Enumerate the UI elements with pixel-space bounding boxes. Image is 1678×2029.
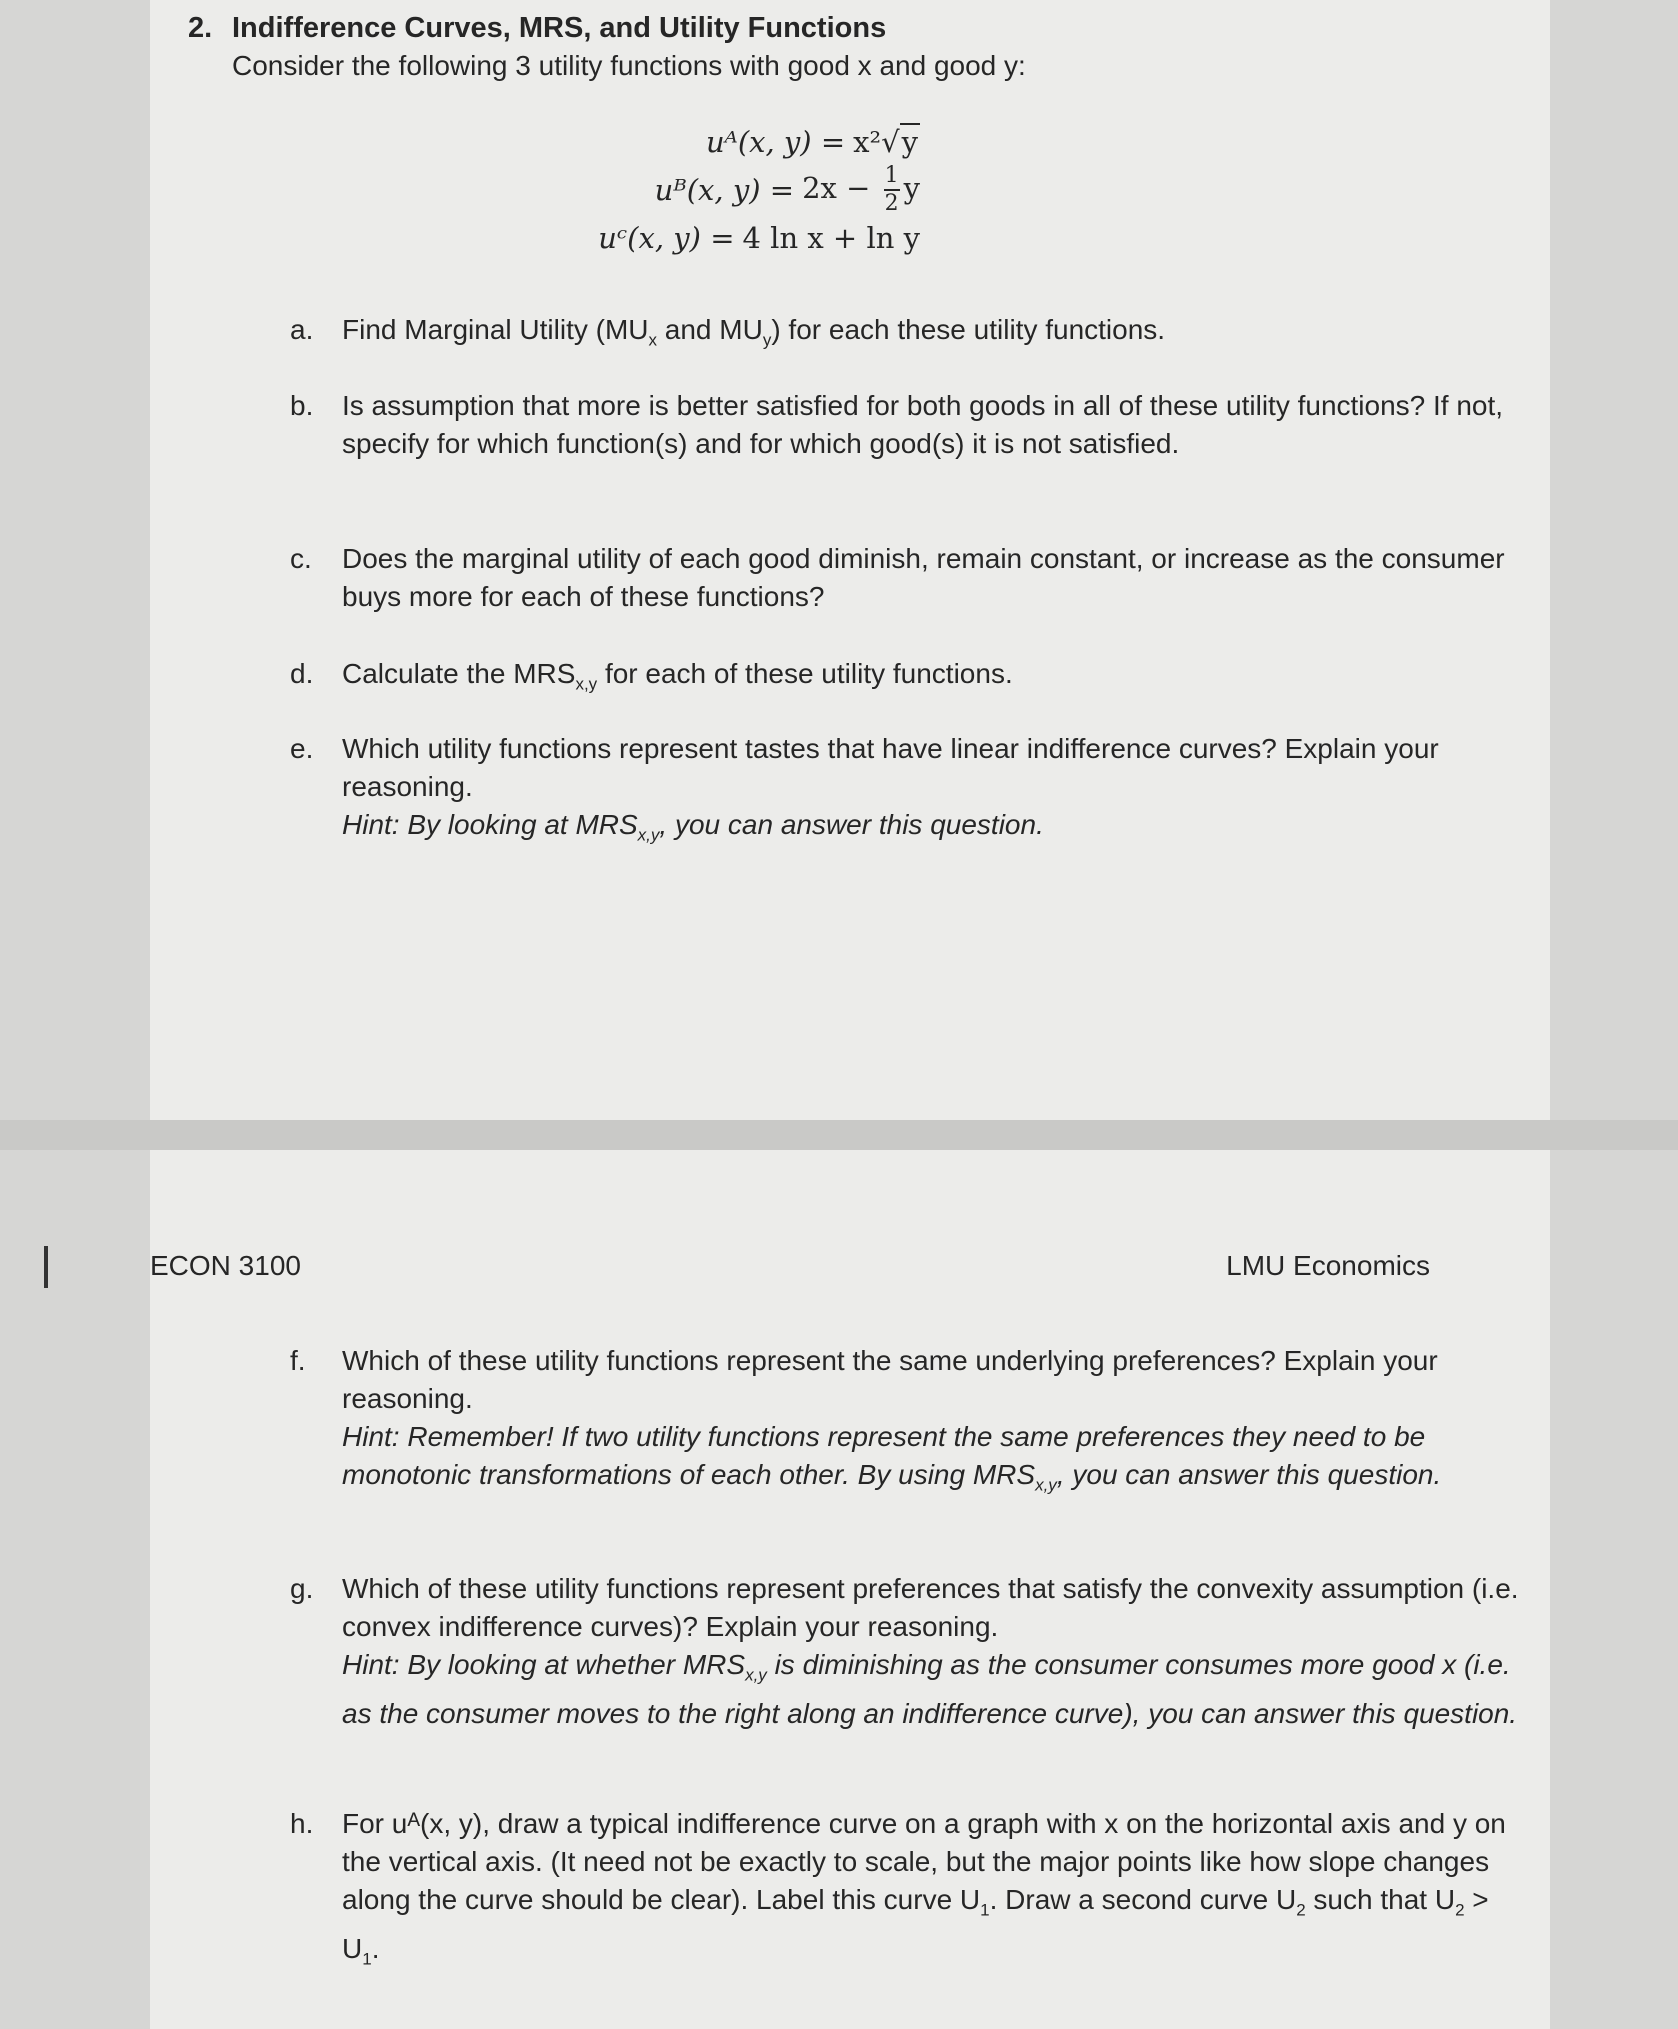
equation-a-rhs-prefix: x² [853, 125, 882, 159]
equation-c-rhs: 4 ln x + ln y [742, 221, 920, 255]
question-intro: Consider the following 3 utility functions with good x and good y: [232, 50, 1026, 81]
part-h-text: For uᴬ(x, y), draw a typical indifference curve on a graph with x on the horizontal axis and y on the vertical axis. (It need not be exactly to scale, but the major points like how slope changes along the curve should be clear). Label this curve $U_1$. Draw a second curve $U_2$ such that $U_2 > U_1$. [342, 1808, 1506, 1969]
part-b-label: b. [290, 390, 314, 421]
part-f-hint: Hint: Remember! If two utility functions represent the same preferences they need to be monotonic transformations of each other. By using $MRS_{x,y}$, you can answer this question. [342, 1421, 1442, 1495]
part-g-hint: Hint: By looking at whether $MRS_{x,y}$ is diminishing as the consumer consumes more good x (i.e. as the consumer moves to the right along an indifference curve), you can answer this question. [342, 1649, 1518, 1729]
page-gap [0, 1120, 1678, 1150]
part-d: d. Calculate the $MRS_{x,y}$ for each of these utility functions. [290, 655, 1520, 704]
document-page-2 [150, 1150, 1550, 2029]
part-f-label: f. [290, 1345, 306, 1376]
part-a: a. Find Marginal Utility ($MU_x$ and $MU_y$) for each these utility functions. [290, 311, 1520, 360]
fraction-denominator: 2 [884, 191, 899, 216]
part-c-text: Does the marginal utility of each good diminish, remain constant, or increase as the consumer buys more for each of these functions? [342, 543, 1505, 612]
equation-c [580, 214, 920, 262]
part-g-label: g. [290, 1573, 314, 1604]
part-d-label: d. [290, 658, 314, 689]
document-page-1 [150, 0, 1550, 1120]
part-h-label: h. [290, 1808, 314, 1839]
equation-a-root: y [901, 125, 918, 159]
equation-a-lhs: uᴬ(x, y) = [705, 125, 846, 159]
utility-equations [580, 118, 920, 262]
part-g [290, 1570, 1520, 1733]
equation-b-rhs-prefix: 2x − [802, 171, 871, 205]
part-f-text: Which of these utility functions represent the same underlying preferences? Explain your reasoning. [342, 1345, 1438, 1414]
department-name: LMU Economics [1226, 1250, 1430, 1281]
part-c [290, 540, 1520, 616]
fraction-numerator: 1 [884, 163, 899, 188]
equation-b-rhs-suffix: y [903, 171, 920, 205]
part-g-text: Which of these utility functions represent preferences that satisfy the convexity assumption (i.e. convex indifference curves)? Explain your reasoning. [342, 1573, 1519, 1642]
part-e-text: Which utility functions represent tastes that have linear indifference curves? Explain your reasoning. [342, 733, 1439, 802]
equation-b-lhs: uᴮ(x, y) = [654, 173, 795, 207]
part-f [290, 1342, 1520, 1505]
text-cursor [44, 1246, 48, 1288]
question-number: 2. [188, 12, 213, 44]
part-e-label: e. [290, 733, 314, 764]
question-title [188, 12, 886, 45]
course-code: ECON 3100 [150, 1250, 301, 1281]
part-e-hint: Hint: By looking at $MRS_{x,y}$, you can answer this question. [342, 809, 1044, 845]
question-title-text: Indifference Curves, MRS, and Utility Functions [232, 12, 887, 44]
equation-a [580, 118, 920, 166]
part-a-label: a. [290, 314, 314, 345]
sqrt-icon: √ [881, 125, 900, 159]
part-c-label: c. [290, 543, 312, 574]
part-e [290, 730, 1520, 855]
part-b [290, 387, 1520, 463]
equation-c-lhs: uᶜ(x, y) = [598, 221, 735, 255]
equation-b [580, 163, 920, 216]
equation-b-fraction [884, 165, 900, 215]
part-h [290, 1805, 1520, 1978]
part-b-text: Is assumption that more is better satisfied for both goods in all of these utility functions? If not, specify for which function(s) and for which good(s) it is not satisfied. [342, 390, 1504, 459]
